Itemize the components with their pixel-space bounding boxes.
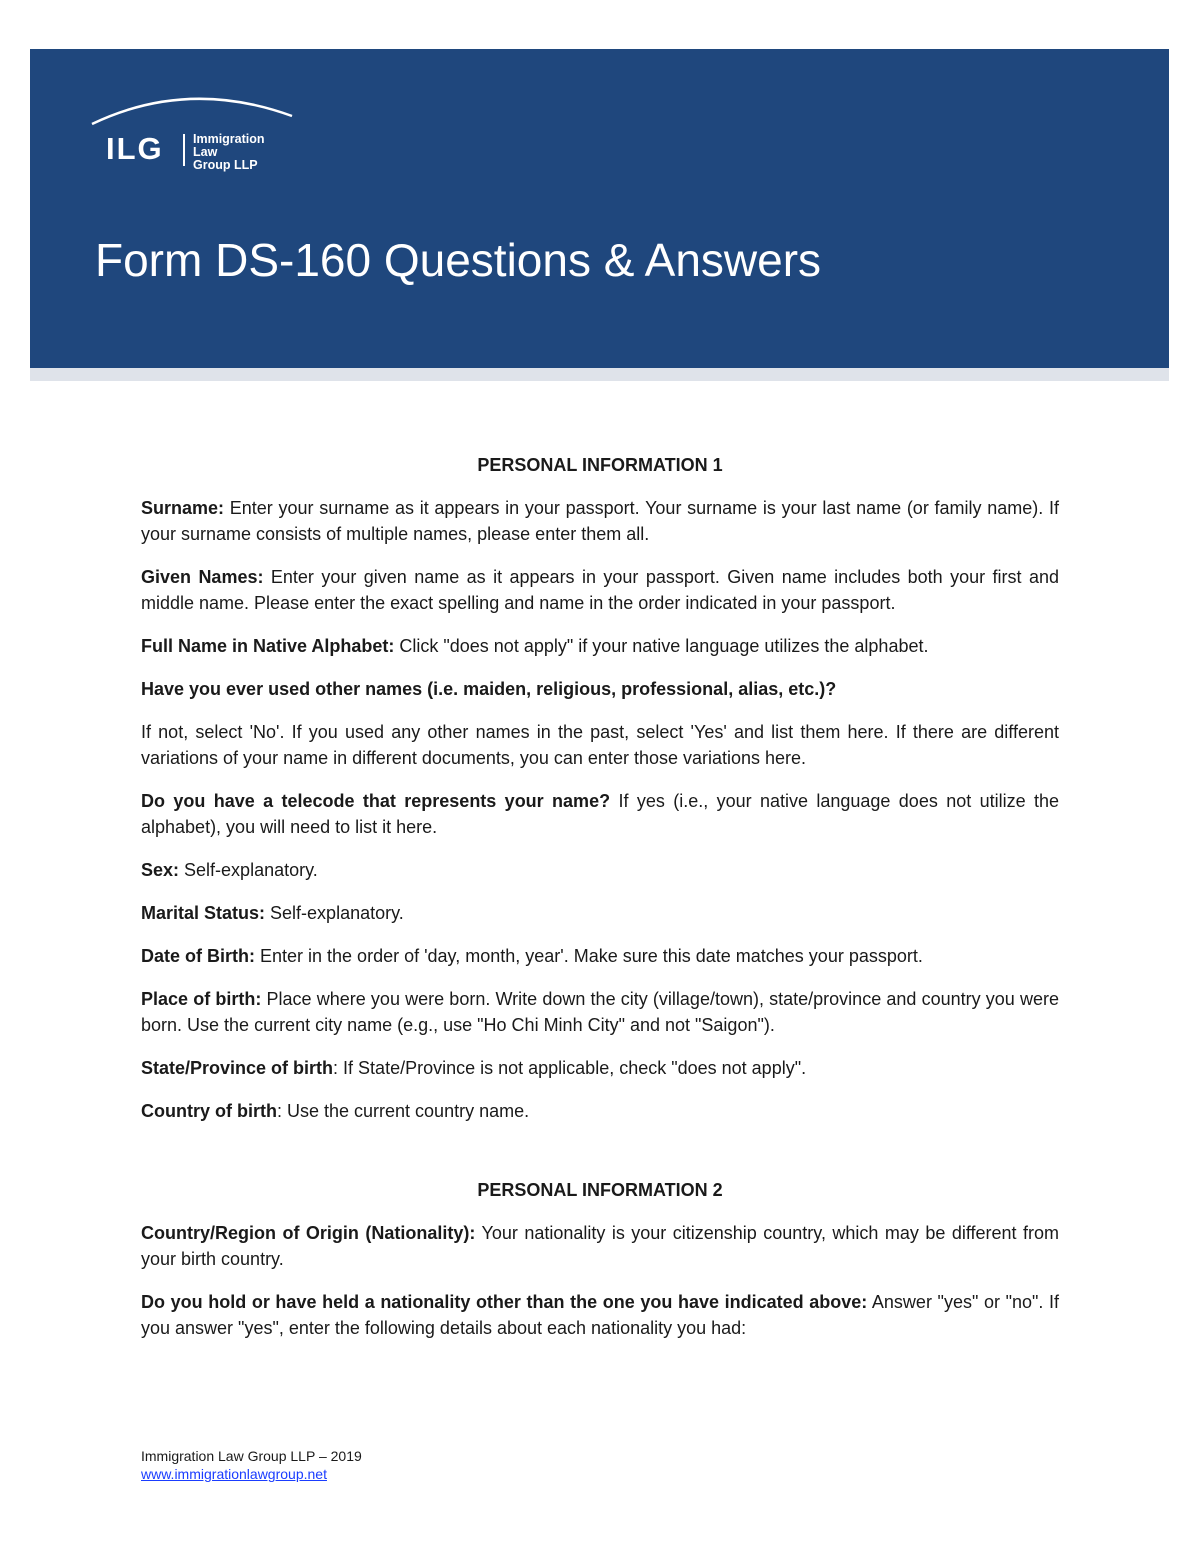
qa-term: Have you ever used other names (i.e. maiden, religious, professional, alias, etc.)? <box>141 679 837 699</box>
ilg-logo <box>88 88 298 178</box>
qa-text: Self-explanatory. <box>265 903 404 923</box>
qa-term: Place of birth: <box>141 989 262 1009</box>
qa-item <box>141 986 1059 1038</box>
qa-item <box>141 1098 1059 1124</box>
logo-divider <box>183 134 185 166</box>
qa-item <box>141 788 1059 840</box>
logo-arc-icon <box>88 88 298 128</box>
qa-term: Do you hold or have held a nationality other than the one you have indicated above: <box>141 1292 868 1312</box>
qa-text: Click "does not apply" if your native language utilizes the alphabet. <box>394 636 929 656</box>
qa-item <box>141 857 1059 883</box>
qa-term: Date of Birth: <box>141 946 255 966</box>
logo-abbreviation: ILG <box>106 131 164 166</box>
qa-text: : Use the current country name. <box>276 1101 530 1121</box>
qa-text: Your nationality is your citizenship country, which may be different from your birth country. <box>141 1223 1059 1269</box>
qa-text: Place where you were born. Write down the city (village/town), state/province and country you were born. Use the current city name (e.g., use "Ho Chi Minh City" and not "Saigon"). <box>141 989 1059 1035</box>
page-footer <box>141 1447 362 1483</box>
section-spacer <box>141 1141 1059 1177</box>
page-title: Form DS-160 Questions & Answers <box>95 234 822 286</box>
qa-term: Full Name in Native Alphabet: <box>141 636 395 656</box>
qa-text: Self-explanatory. <box>179 860 318 880</box>
qa-item <box>141 943 1059 969</box>
document-body <box>141 452 1059 1358</box>
qa-item <box>141 1055 1059 1081</box>
qa-item <box>141 564 1059 616</box>
section-heading: PERSONAL INFORMATION 2 <box>477 1180 723 1200</box>
qa-text: If not, select 'No'. If you used any other names in the past, select 'Yes' and list them here. If there are different variations of your name in different documents, you can enter those variations here. <box>141 722 1059 768</box>
qa-item <box>141 719 1059 771</box>
qa-term: Sex: <box>141 860 180 880</box>
qa-item <box>141 633 1059 659</box>
qa-text: : If State/Province is not applicable, check "does not apply". <box>333 1058 807 1078</box>
qa-term: Country of birth <box>141 1101 277 1121</box>
logo-name-line: Group LLP <box>193 158 258 172</box>
qa-text: If yes (i.e., your native language does not utilize the alphabet), you will need to list it here. <box>141 791 1059 837</box>
qa-text: Enter your surname as it appears in your passport. Your surname is your last name (or family name). If your surname consists of multiple names, please enter them all. <box>141 498 1059 544</box>
logo-firm-name <box>193 133 265 172</box>
qa-term: Country/Region of Origin (Nationality): <box>141 1223 476 1243</box>
qa-item <box>141 900 1059 926</box>
qa-term: Surname: <box>141 498 225 518</box>
section-heading: PERSONAL INFORMATION 1 <box>477 455 723 475</box>
qa-term: State/Province of birth <box>141 1058 334 1078</box>
qa-item <box>141 676 1059 702</box>
qa-item <box>141 1289 1059 1341</box>
qa-term: Given Names: <box>141 567 264 587</box>
qa-text: Enter your given name as it appears in your passport. Given name includes both your first and middle name. Please enter the exact spelling and name in the order indicated in your passport. <box>141 567 1059 613</box>
footer-website-link[interactable]: www.immigrationlawgroup.net <box>141 1466 327 1482</box>
qa-text: Enter in the order of 'day, month, year'. Make sure this date matches your passport. <box>255 946 923 966</box>
qa-item <box>141 495 1059 547</box>
qa-term: Do you have a telecode that represents your name? <box>141 791 611 811</box>
qa-term: Marital Status: <box>141 903 266 923</box>
footer-copyright: Immigration Law Group LLP – 2019 <box>141 1448 362 1464</box>
logo-name-line: Law <box>193 145 218 159</box>
logo-name-line: Immigration <box>193 132 265 146</box>
banner-shadow <box>30 368 1169 381</box>
qa-item <box>141 1220 1059 1272</box>
qa-text: Answer "yes" or "no". If you answer "yes", enter the following details about each nationality you had: <box>141 1292 1059 1338</box>
